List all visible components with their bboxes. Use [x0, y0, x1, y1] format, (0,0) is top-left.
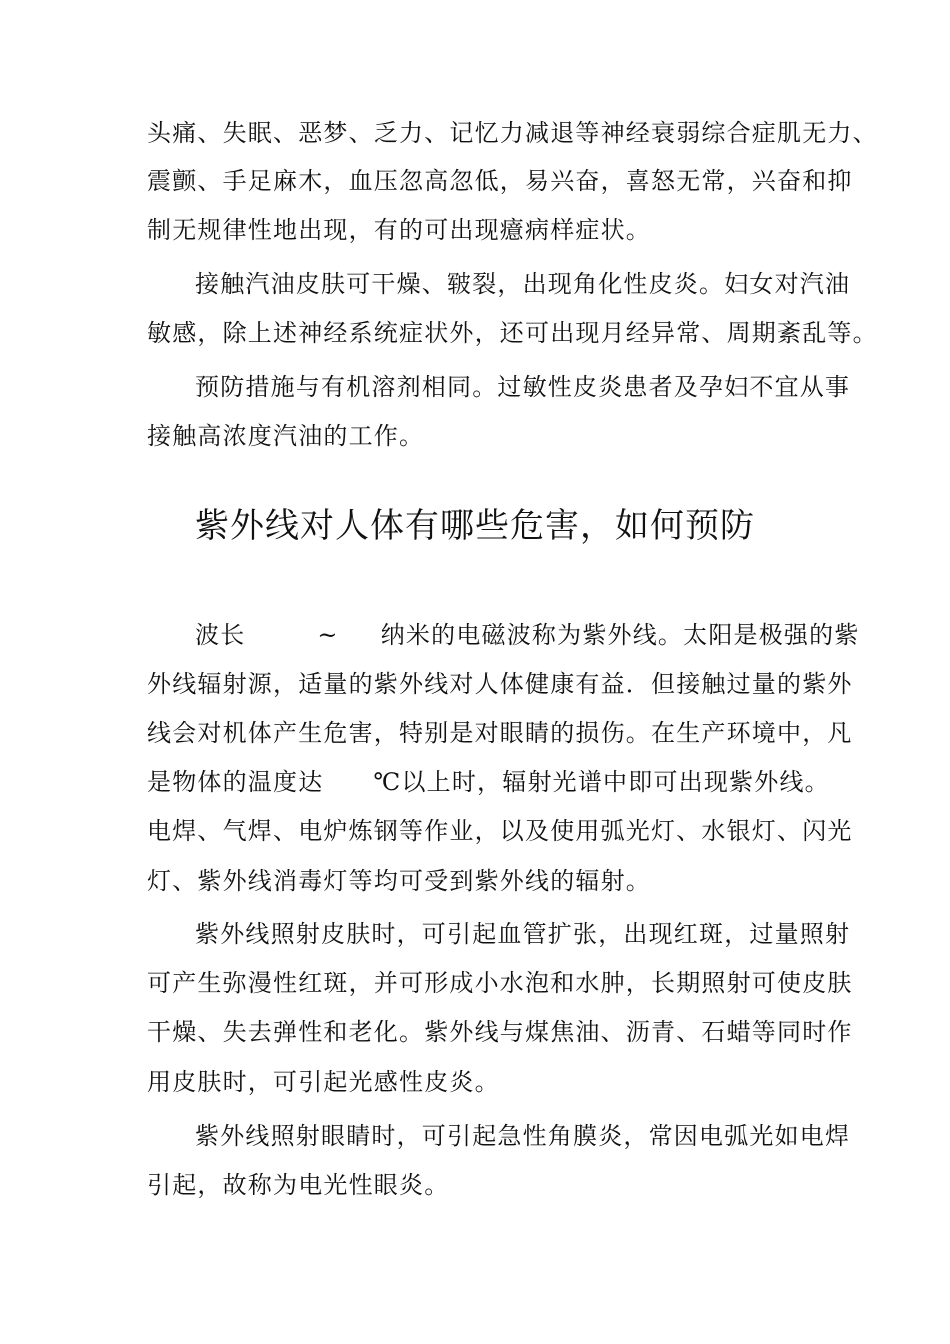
section-heading: 紫外线对人体有哪些危害，如何预防 — [195, 506, 755, 546]
paragraph-line: 线会对机体产生危害，特别是对眼睛的损伤。在生产环境中，凡 — [147, 719, 853, 747]
paragraph-line: 引起，故称为电光性眼炎。 — [147, 1171, 450, 1199]
paragraph-line: 紫外线照射皮肤时，可引起血管扩张，出现红斑，过量照射 — [195, 920, 851, 948]
paragraph-line: 敏感，除上述神经系统症状外，还可出现月经异常、周期紊乱等。 — [147, 319, 878, 347]
paragraph-line: 头痛、失眠、恶梦、乏力、记忆力减退等神经衰弱综合症肌无力、 — [147, 119, 878, 147]
paragraph-line: 电焊、气焊、电炉炼钢等作业，以及使用弧光灯、水银灯、闪光 — [147, 817, 853, 845]
paragraph-line: 可产生弥漫性红斑，并可形成小水泡和水肿，长期照射可使皮肤 — [147, 969, 853, 997]
paragraph-line: 接触高浓度汽油的工作。 — [147, 422, 425, 450]
text-run: ℃以上时，辐射光谱中即可出现紫外线。 — [373, 768, 830, 796]
paragraph-line — [195, 620, 860, 650]
paragraph-line: 紫外线照射眼睛时，可引起急性角膜炎，常因电弧光如电焊 — [195, 1122, 851, 1150]
paragraph-line: 灯、紫外线消毒灯等均可受到紫外线的辐射。 — [147, 867, 651, 895]
paragraph-line: 干燥、失去弹性和老化。紫外线与煤焦油、沥青、石蜡等同时作 — [147, 1018, 853, 1046]
paragraph-line: 接触汽油皮肤可干燥、皲裂，出现角化性皮炎。妇女对汽油 — [195, 270, 851, 298]
paragraph-line: 用皮肤时，可引起光感性皮炎。 — [147, 1068, 500, 1096]
paragraph-line: 外线辐射源，适量的紫外线对人体健康有益．但接触过量的紫外 — [147, 670, 853, 698]
text-run: ~ — [317, 621, 339, 649]
paragraph-line — [147, 767, 830, 797]
paragraph-line: 制无规律性地出现，有的可出现癔病样症状。 — [147, 216, 651, 244]
paragraph-line: 震颤、手足麻木，血压忽高忽低，易兴奋，喜怒无常，兴奋和抑 — [147, 167, 853, 195]
paragraph-line: 预防措施与有机溶剂相同。过敏性皮炎患者及孕妇不宜从事 — [195, 373, 851, 401]
text-run: 纳米的电磁波称为紫外线。太阳是极强的紫 — [380, 621, 860, 649]
text-run: 是物体的温度达 — [147, 768, 324, 796]
text-run: 波长 — [195, 621, 246, 649]
